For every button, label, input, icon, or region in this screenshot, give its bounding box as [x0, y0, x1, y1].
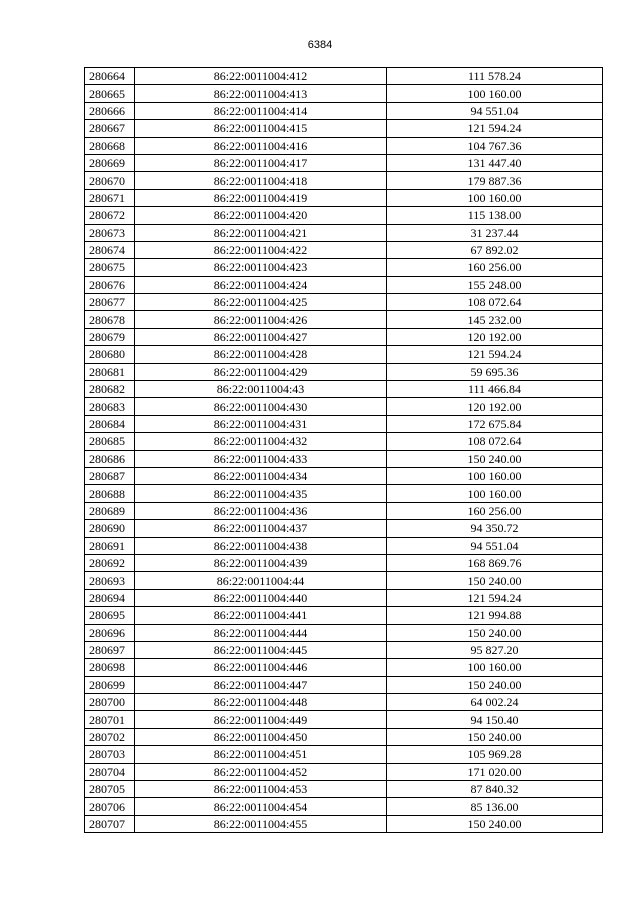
cadastral-value-cell: 64 002.24	[387, 694, 603, 711]
row-number-cell: 280669	[85, 154, 135, 171]
table-row	[85, 241, 603, 258]
cadastral-value-cell: 100 160.00	[387, 485, 603, 502]
row-number-cell: 280664	[85, 68, 135, 85]
cadastral-number-cell: 86:22:0011004:433	[135, 450, 387, 467]
row-number-cell: 280679	[85, 328, 135, 345]
cadastral-value-cell: 121 594.24	[387, 589, 603, 606]
cadastral-number-cell: 86:22:0011004:453	[135, 781, 387, 798]
row-number-cell: 280703	[85, 746, 135, 763]
cadastral-number-cell: 86:22:0011004:422	[135, 241, 387, 258]
cadastral-number-cell: 86:22:0011004:452	[135, 763, 387, 780]
cadastral-number-cell: 86:22:0011004:424	[135, 276, 387, 293]
cadastral-number-cell: 86:22:0011004:419	[135, 189, 387, 206]
row-number-cell: 280666	[85, 102, 135, 119]
table-row	[85, 154, 603, 171]
cadastral-number-cell: 86:22:0011004:441	[135, 607, 387, 624]
cadastral-value-cell: 179 887.36	[387, 172, 603, 189]
row-number-cell: 280691	[85, 537, 135, 554]
cadastral-number-cell: 86:22:0011004:445	[135, 641, 387, 658]
page-number: 6384	[307, 39, 333, 51]
cadastral-number-cell: 86:22:0011004:432	[135, 433, 387, 450]
row-number-cell: 280695	[85, 607, 135, 624]
table-row	[85, 572, 603, 589]
table-row	[85, 68, 603, 85]
cadastral-number-cell: 86:22:0011004:449	[135, 711, 387, 728]
cadastral-number-cell: 86:22:0011004:414	[135, 102, 387, 119]
cadastral-value-cell: 100 160.00	[387, 189, 603, 206]
cadastral-value-cell: 95 827.20	[387, 641, 603, 658]
cadastral-value-cell: 100 160.00	[387, 659, 603, 676]
row-number-cell: 280694	[85, 589, 135, 606]
cadastral-number-cell: 86:22:0011004:416	[135, 137, 387, 154]
cadastral-number-cell: 86:22:0011004:425	[135, 294, 387, 311]
cadastral-number-cell: 86:22:0011004:412	[135, 68, 387, 85]
cadastral-number-cell: 86:22:0011004:435	[135, 485, 387, 502]
table-row	[85, 641, 603, 658]
cadastral-value-cell: 150 240.00	[387, 676, 603, 693]
table-row	[85, 624, 603, 641]
cadastral-value-cell: 85 136.00	[387, 798, 603, 815]
cadastral-number-cell: 86:22:0011004:429	[135, 363, 387, 380]
cadastral-value-cell: 172 675.84	[387, 415, 603, 432]
row-number-cell: 280686	[85, 450, 135, 467]
table-row	[85, 137, 603, 154]
row-number-cell: 280680	[85, 346, 135, 363]
table-row	[85, 676, 603, 693]
row-number-cell: 280692	[85, 554, 135, 571]
cadastral-value-cell: 94 551.04	[387, 102, 603, 119]
row-number-cell: 280699	[85, 676, 135, 693]
cadastral-value-cell: 120 192.00	[387, 328, 603, 345]
table-row	[85, 311, 603, 328]
cadastral-value-cell: 59 695.36	[387, 363, 603, 380]
row-number-cell: 280697	[85, 641, 135, 658]
cadastral-number-cell: 86:22:0011004:423	[135, 259, 387, 276]
table-row	[85, 85, 603, 102]
cadastral-value-cell: 171 020.00	[387, 763, 603, 780]
row-number-cell: 280687	[85, 467, 135, 484]
table-body	[85, 68, 603, 833]
cadastral-number-cell: 86:22:0011004:413	[135, 85, 387, 102]
row-number-cell: 280665	[85, 85, 135, 102]
table-row	[85, 520, 603, 537]
cadastral-number-cell: 86:22:0011004:415	[135, 120, 387, 137]
table-row	[85, 815, 603, 832]
table-row	[85, 711, 603, 728]
table-row	[85, 276, 603, 293]
cadastral-value-cell: 108 072.64	[387, 433, 603, 450]
cadastral-number-cell: 86:22:0011004:454	[135, 798, 387, 815]
row-number-cell: 280673	[85, 224, 135, 241]
cadastral-number-cell: 86:22:0011004:427	[135, 328, 387, 345]
cadastral-value-cell: 115 138.00	[387, 207, 603, 224]
cadastral-number-cell: 86:22:0011004:44	[135, 572, 387, 589]
cadastral-value-cell: 121 594.24	[387, 120, 603, 137]
cadastral-number-cell: 86:22:0011004:434	[135, 467, 387, 484]
row-number-cell: 280675	[85, 259, 135, 276]
table-row	[85, 502, 603, 519]
cadastral-value-table	[84, 67, 603, 833]
table-row	[85, 224, 603, 241]
cadastral-value-cell: 31 237.44	[387, 224, 603, 241]
row-number-cell: 280693	[85, 572, 135, 589]
table-row	[85, 381, 603, 398]
row-number-cell: 280682	[85, 381, 135, 398]
row-number-cell: 280696	[85, 624, 135, 641]
row-number-cell: 280705	[85, 781, 135, 798]
cadastral-number-cell: 86:22:0011004:438	[135, 537, 387, 554]
cadastral-value-cell: 155 248.00	[387, 276, 603, 293]
table-row	[85, 346, 603, 363]
cadastral-value-cell: 94 150.40	[387, 711, 603, 728]
cadastral-value-cell: 150 240.00	[387, 572, 603, 589]
row-number-cell: 280690	[85, 520, 135, 537]
table-row	[85, 537, 603, 554]
table-row	[85, 728, 603, 745]
cadastral-number-cell: 86:22:0011004:428	[135, 346, 387, 363]
row-number-cell: 280688	[85, 485, 135, 502]
table-row	[85, 607, 603, 624]
table-row	[85, 259, 603, 276]
row-number-cell: 280676	[85, 276, 135, 293]
cadastral-value-cell: 111 578.24	[387, 68, 603, 85]
table-row	[85, 485, 603, 502]
row-number-cell: 280700	[85, 694, 135, 711]
table-row	[85, 694, 603, 711]
row-number-cell: 280685	[85, 433, 135, 450]
table-row	[85, 781, 603, 798]
cadastral-value-cell: 100 160.00	[387, 85, 603, 102]
cadastral-number-cell: 86:22:0011004:439	[135, 554, 387, 571]
cadastral-value-cell: 160 256.00	[387, 259, 603, 276]
table-row	[85, 763, 603, 780]
cadastral-number-cell: 86:22:0011004:446	[135, 659, 387, 676]
row-number-cell: 280681	[85, 363, 135, 380]
cadastral-value-cell: 100 160.00	[387, 467, 603, 484]
row-number-cell: 280674	[85, 241, 135, 258]
table-row	[85, 328, 603, 345]
row-number-cell: 280706	[85, 798, 135, 815]
cadastral-number-cell: 86:22:0011004:430	[135, 398, 387, 415]
cadastral-number-cell: 86:22:0011004:448	[135, 694, 387, 711]
cadastral-value-cell: 121 994.88	[387, 607, 603, 624]
cadastral-number-cell: 86:22:0011004:444	[135, 624, 387, 641]
cadastral-number-cell: 86:22:0011004:437	[135, 520, 387, 537]
table-row	[85, 398, 603, 415]
table-row	[85, 207, 603, 224]
cadastral-value-cell: 67 892.02	[387, 241, 603, 258]
row-number-cell: 280678	[85, 311, 135, 328]
cadastral-number-cell: 86:22:0011004:431	[135, 415, 387, 432]
cadastral-value-cell: 160 256.00	[387, 502, 603, 519]
row-number-cell: 280677	[85, 294, 135, 311]
table-row	[85, 433, 603, 450]
cadastral-number-cell: 86:22:0011004:418	[135, 172, 387, 189]
cadastral-value-cell: 111 466.84	[387, 381, 603, 398]
cadastral-value-cell: 104 767.36	[387, 137, 603, 154]
cadastral-number-cell: 86:22:0011004:450	[135, 728, 387, 745]
cadastral-value-cell: 120 192.00	[387, 398, 603, 415]
row-number-cell: 280683	[85, 398, 135, 415]
table-row	[85, 189, 603, 206]
table-row	[85, 172, 603, 189]
row-number-cell: 280672	[85, 207, 135, 224]
row-number-cell: 280707	[85, 815, 135, 832]
cadastral-value-cell: 94 350.72	[387, 520, 603, 537]
cadastral-number-cell: 86:22:0011004:451	[135, 746, 387, 763]
row-number-cell: 280684	[85, 415, 135, 432]
row-number-cell: 280701	[85, 711, 135, 728]
cadastral-number-cell: 86:22:0011004:420	[135, 207, 387, 224]
table-row	[85, 554, 603, 571]
cadastral-value-cell: 150 240.00	[387, 728, 603, 745]
row-number-cell: 280671	[85, 189, 135, 206]
table-row	[85, 450, 603, 467]
cadastral-number-cell: 86:22:0011004:455	[135, 815, 387, 832]
cadastral-value-cell: 150 240.00	[387, 815, 603, 832]
cadastral-value-cell: 168 869.76	[387, 554, 603, 571]
table-row	[85, 415, 603, 432]
row-number-cell: 280698	[85, 659, 135, 676]
table-row	[85, 102, 603, 119]
table-row	[85, 798, 603, 815]
cadastral-value-cell: 150 240.00	[387, 450, 603, 467]
cadastral-number-cell: 86:22:0011004:417	[135, 154, 387, 171]
row-number-cell: 280670	[85, 172, 135, 189]
cadastral-number-cell: 86:22:0011004:436	[135, 502, 387, 519]
table-row	[85, 363, 603, 380]
table-row	[85, 467, 603, 484]
cadastral-number-cell: 86:22:0011004:440	[135, 589, 387, 606]
table-row	[85, 589, 603, 606]
cadastral-value-cell: 108 072.64	[387, 294, 603, 311]
row-number-cell: 280689	[85, 502, 135, 519]
cadastral-value-cell: 131 447.40	[387, 154, 603, 171]
cadastral-value-cell: 121 594.24	[387, 346, 603, 363]
row-number-cell: 280704	[85, 763, 135, 780]
cadastral-number-cell: 86:22:0011004:43	[135, 381, 387, 398]
cadastral-number-cell: 86:22:0011004:447	[135, 676, 387, 693]
table-row	[85, 120, 603, 137]
cadastral-number-cell: 86:22:0011004:426	[135, 311, 387, 328]
table-row	[85, 294, 603, 311]
cadastral-value-cell: 94 551.04	[387, 537, 603, 554]
row-number-cell: 280668	[85, 137, 135, 154]
table-row	[85, 659, 603, 676]
cadastral-value-cell: 105 969.28	[387, 746, 603, 763]
table-row	[85, 746, 603, 763]
cadastral-number-cell: 86:22:0011004:421	[135, 224, 387, 241]
cadastral-value-cell: 145 232.00	[387, 311, 603, 328]
row-number-cell: 280667	[85, 120, 135, 137]
cadastral-value-cell: 150 240.00	[387, 624, 603, 641]
row-number-cell: 280702	[85, 728, 135, 745]
cadastral-value-cell: 87 840.32	[387, 781, 603, 798]
